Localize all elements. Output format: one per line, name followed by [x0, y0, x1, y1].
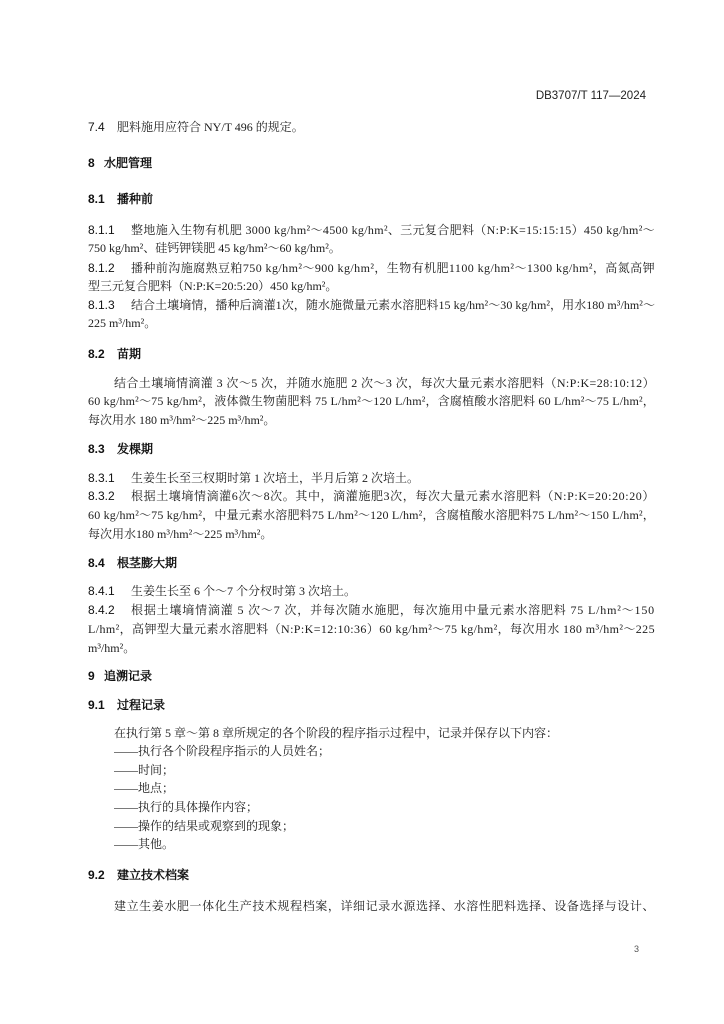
- clause-8-1-2-line-2: [88, 277, 655, 295]
- clause-text: 播种前沟施腐熟豆粕750 kg/hm²～900 kg/hm²，生物有机肥1100 kg/hm²～1300 kg/hm²，高氮高钾: [131, 261, 655, 275]
- clause-text: 225 m³/hm²。: [88, 316, 157, 330]
- standard-code-header: DB3707/T 117—2024: [535, 90, 646, 102]
- clause-number: 8.1.3: [88, 298, 115, 312]
- list-item: [114, 779, 655, 797]
- paragraph-8-2-line-3: [88, 411, 655, 429]
- clause-7-4: [88, 118, 655, 136]
- clause-8-3-2-line-2: [88, 506, 655, 524]
- list-item: [114, 817, 655, 835]
- list-item: [114, 761, 655, 779]
- page-number: 3: [634, 944, 640, 954]
- paragraph-8-2-line-2: [88, 392, 655, 410]
- section-number: 8: [88, 156, 95, 170]
- subsection-9-2-heading: [88, 866, 655, 884]
- clause-number: 8.4.2: [88, 603, 115, 617]
- subsection-9-1-heading: [88, 696, 655, 714]
- paragraph-text: 每次用水 180 m³/hm²～225 m³/hm²。: [88, 413, 276, 427]
- paragraph-9-1-intro: [114, 724, 655, 742]
- clause-number: 8.3.1: [88, 471, 115, 485]
- list-item-text: ——时间；: [114, 763, 175, 777]
- clause-number: 8.1.2: [88, 261, 115, 275]
- clause-8-4-2-line-2: [88, 620, 655, 638]
- clause-text: L/hm²，高钾型大量元素水溶肥料（N:P:K=12:10:36）60 kg/hm²～75 kg/hm²，每次用水 180 m³/hm²～225: [88, 622, 655, 636]
- clause-text: 结合土壤墒情，播种后滴灌1次，随水施微量元素水溶肥料15 kg/hm²～30 kg/hm²，用水180 m³/hm²～: [131, 298, 655, 312]
- paragraph-text: 建立生姜水肥一体化生产技术规程档案，详细记录水源选择、水溶性肥料选择、设备选择与设计、: [114, 899, 655, 913]
- list-item: [114, 742, 655, 760]
- clause-8-1-3-line-1: [88, 296, 655, 314]
- clause-8-4-2-line-3: [88, 639, 655, 657]
- subsection-number: 8.4: [88, 556, 105, 570]
- clause-8-3-2-line-1: [88, 487, 655, 505]
- clause-text: 整地施入生物有机肥 3000 kg/hm²～4500 kg/hm²、三元复合肥料（N:P:K=15:15:15）450 kg/hm²～: [131, 223, 655, 237]
- paragraph-9-2-line-1: [114, 897, 655, 915]
- list-item: [114, 798, 655, 816]
- clause-text: 型三元复合肥料（N:P:K=20:5:20）450 kg/hm²。: [88, 279, 338, 293]
- clause-text: 生姜生长至 6 个～7 个分杈时第 3 次培土。: [131, 584, 357, 598]
- paragraph-text: 在执行第 5 章～第 8 章所规定的各个阶段的程序指示过程中，记录并保存以下内容：: [114, 726, 559, 740]
- clause-text: 60 kg/hm²～75 kg/hm²，中量元素水溶肥料75 L/hm²～120 L/hm²，含腐植酸水溶肥料75 L/hm²～150 L/hm²，: [88, 508, 655, 522]
- clause-8-3-2-line-3: [88, 525, 655, 543]
- subsection-title: 苗期: [117, 347, 142, 361]
- clause-number: 8.1.1: [88, 223, 115, 237]
- subsection-number: 8.1: [88, 192, 105, 206]
- section-9-heading: [88, 667, 655, 685]
- subsection-number: 9.1: [88, 698, 105, 712]
- list-item-text: ——地点；: [114, 781, 175, 795]
- section-title: 水肥管理: [104, 156, 153, 170]
- clause-8-1-1-line-2: [88, 239, 655, 257]
- subsection-8-1-heading: [88, 190, 655, 208]
- list-item: [114, 835, 655, 853]
- paragraph-text: 60 kg/hm²～75 kg/hm²，液体微生物菌肥料 75 L/hm²～120 L/hm²，含腐植酸水溶肥料 60 L/hm²～75 L/hm²，: [88, 394, 655, 408]
- clause-text: 每次用水180 m³/hm²～225 m³/hm²。: [88, 527, 273, 541]
- clause-8-1-3-line-2: [88, 314, 655, 332]
- clause-8-1-1-line-1: [88, 221, 655, 239]
- paragraph-text: 结合土壤墒情滴灌 3 次～5 次，并随水施肥 2 次～3 次，每次大量元素水溶肥料（N:P:K=28:10:12）: [114, 376, 655, 390]
- list-item-text: ——其他。: [114, 837, 175, 851]
- subsection-number: 9.2: [88, 868, 105, 882]
- clause-number: 8.4.1: [88, 584, 115, 598]
- clause-number: 8.3.2: [88, 489, 115, 503]
- subsection-8-3-heading: [88, 440, 655, 458]
- clause-text: m³/hm²。: [88, 641, 136, 655]
- clause-text: 750 kg/hm²、硅钙钾镁肥 45 kg/hm²～60 kg/hm²。: [88, 241, 341, 255]
- subsection-title: 发棵期: [117, 442, 154, 456]
- clause-number: 7.4: [88, 120, 105, 134]
- paragraph-8-2-line-1: [114, 374, 655, 392]
- section-number: 9: [88, 669, 95, 683]
- section-title: 追溯记录: [104, 669, 153, 683]
- list-item-text: ——操作的结果或观察到的现象；: [114, 819, 295, 833]
- subsection-title: 播种前: [117, 192, 154, 206]
- clause-8-4-2-line-1: [88, 601, 655, 619]
- list-item-text: ——执行各个阶段程序指示的人员姓名；: [114, 744, 331, 758]
- subsection-title: 过程记录: [117, 698, 166, 712]
- clause-text: 根据土壤墒情滴灌6次～8次。其中，滴灌施肥3次，每次大量元素水溶肥料（N:P:K=20:20:20）: [131, 489, 655, 503]
- clause-text: 根据土壤墒情滴灌 5 次～7 次，并每次随水施肥，每次施用中量元素水溶肥料 75 L/hm²～150: [131, 603, 655, 617]
- clause-8-1-2-line-1: [88, 259, 655, 277]
- clause-8-4-1: [88, 582, 655, 600]
- subsection-8-2-heading: [88, 345, 655, 363]
- list-item-text: ——执行的具体操作内容；: [114, 800, 259, 814]
- clause-8-3-1: [88, 469, 655, 487]
- clause-text: 生姜生长至三杈期时第 1 次培土，半月后第 2 次培土。: [131, 471, 420, 485]
- subsection-title: 根茎膨大期: [117, 556, 178, 570]
- clause-text: 肥料施用应符合 NY/T 496 的规定。: [117, 120, 304, 134]
- section-8-heading: [88, 154, 655, 172]
- subsection-8-4-heading: [88, 554, 655, 572]
- subsection-number: 8.2: [88, 347, 105, 361]
- subsection-title: 建立技术档案: [117, 868, 190, 882]
- subsection-number: 8.3: [88, 442, 105, 456]
